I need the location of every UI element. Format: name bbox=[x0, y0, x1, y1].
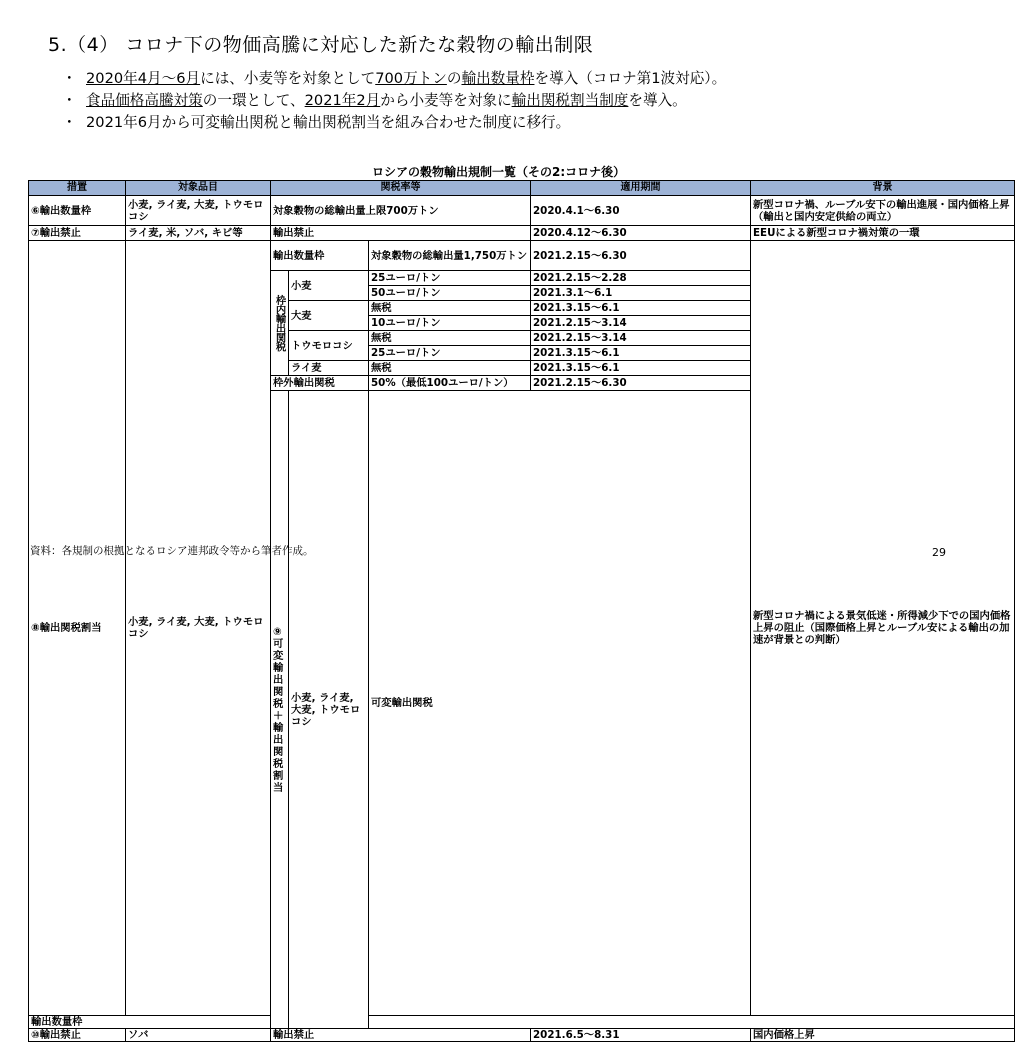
cell-tariff: 輸出禁止 bbox=[271, 226, 531, 241]
cell-rate: 無税 bbox=[369, 361, 531, 376]
bullet-item: ・ 2020年4月～6月には、小麦等を対象として700万トンの輸出数量枠を導入（コロナ第1波対応）。 bbox=[62, 70, 727, 87]
table-row bbox=[29, 1016, 1015, 1029]
cell-period: 2021.3.15～6.1 bbox=[531, 346, 751, 361]
bullet-text-part: 食品価格高騰対策 bbox=[86, 92, 203, 109]
bullet-text-part: には、小麦等を対象として bbox=[200, 70, 376, 87]
cell-items: 小麦, ライ麦, 大麦, トウモロコシ bbox=[289, 391, 369, 1029]
header-measure: 措置 bbox=[29, 181, 126, 196]
bullet-text-part: の一環として、 bbox=[202, 92, 305, 109]
cell-crop: 大麦 bbox=[289, 301, 369, 331]
cell-period: 2020.4.1～6.30 bbox=[531, 196, 751, 226]
bullet-text-part: 2021年2月 bbox=[304, 92, 381, 109]
cell-quota-value: 対象穀物の総輸出量1,750万トン bbox=[369, 241, 531, 271]
source-note: 資料：各規制の根拠となるロシア連邦政令等から筆者作成。 bbox=[30, 545, 314, 557]
cell-period: 2020.4.12～6.30 bbox=[531, 226, 751, 241]
cell-items: 小麦, ライ麦, 大麦, トウモロコシ bbox=[126, 241, 271, 1016]
cell-background: 国内価格上昇 bbox=[751, 1029, 1015, 1042]
page-number: 29 bbox=[932, 546, 946, 559]
cell-out-label: 枠外輸出関税 bbox=[271, 376, 369, 391]
header-background: 背景 bbox=[751, 181, 1015, 196]
cell-period: 2021.3.15～6.1 bbox=[531, 361, 751, 376]
cell-period: 2021.2.15～6.30 bbox=[531, 241, 751, 271]
cell-items: 小麦, ライ麦, 大麦, トウモロコシ bbox=[126, 196, 271, 226]
cell-tariff: 対象穀物の総輸出量上限700万トン bbox=[271, 196, 531, 226]
cell-period: 2021.2.15～3.14 bbox=[531, 331, 751, 346]
cell-rate: 無税 bbox=[369, 331, 531, 346]
bullet-text-part: 2020年4月～6月 bbox=[86, 70, 201, 87]
cell-out-value: 50%（最低100ユーロ/トン） bbox=[369, 376, 531, 391]
export-regulation-table bbox=[28, 180, 1015, 1042]
table-row bbox=[29, 241, 1015, 271]
bullet-text-part: 輸出数量枠 bbox=[461, 70, 535, 87]
bullet-text-part: 700万トン bbox=[375, 70, 447, 87]
table-row bbox=[29, 226, 1015, 241]
bullet-text-part: を導入。 bbox=[628, 92, 687, 109]
header-period: 適用期間 bbox=[531, 181, 751, 196]
bullet-list bbox=[62, 68, 726, 134]
page-title: 5.（4） コロナ下の物価高騰に対応した新たな穀物の輸出制限 bbox=[48, 34, 594, 56]
cell-measure: ⑥輸出数量枠 bbox=[29, 196, 126, 226]
cell-quota-label: 輸出数量枠 bbox=[271, 241, 369, 271]
table-header-row bbox=[29, 181, 1015, 196]
cell-rate: 10ユーロ/トン bbox=[369, 316, 531, 331]
cell-background: 新型コロナ禍、ルーブル安下の輸出進展・国内価格上昇（輸出と国内安定供給の両立） bbox=[751, 196, 1015, 226]
cell-items: ソバ bbox=[126, 1029, 271, 1042]
cell-period: 2021.3.1～6.1 bbox=[531, 286, 751, 301]
bullet-text bbox=[86, 114, 570, 131]
bullet-item: ・ 2021年6月から可変輸出関税と輸出関税割当を組み合わせた制度に移行。 bbox=[62, 114, 571, 131]
bullet-text bbox=[86, 92, 687, 109]
cell-period: 2021.2.15～6.30 bbox=[531, 376, 751, 391]
cell-measure: ⑩輸出禁止 bbox=[29, 1029, 126, 1042]
table-row bbox=[29, 1029, 1015, 1042]
cell-rate: 無税 bbox=[369, 301, 531, 316]
cell-quota-label: 輸出数量枠 bbox=[29, 1016, 289, 1029]
bullet-text-part: から小麦等を対象に bbox=[380, 92, 512, 109]
cell-rate: 25ユーロ/トン bbox=[369, 346, 531, 361]
header-tariff: 関税率等 bbox=[271, 181, 531, 196]
cell-items: ライ麦, 米, ソバ, キビ等 bbox=[126, 226, 271, 241]
cell-variable-label: 可変輸出関税 bbox=[369, 391, 751, 1016]
cell-crop: ライ麦 bbox=[289, 361, 369, 376]
cell-tariff: 輸出禁止 bbox=[271, 1029, 531, 1042]
cell-measure: ⑦輸出禁止 bbox=[29, 226, 126, 241]
cell-measure: ⑨可変輸出関税＋輸出関税割当 bbox=[271, 391, 289, 1029]
cell-period: 2021.3.15～6.1 bbox=[531, 301, 751, 316]
bullet-text-part: 輸出関税割当制度 bbox=[511, 92, 629, 109]
header-items: 対象品目 bbox=[126, 181, 271, 196]
cell-period: 2021.2.15～3.14 bbox=[531, 316, 751, 331]
bullet-item: ・ 食品価格高騰対策の一環として、2021年2月から小麦等を対象に輸出関税割当制度を導入。 bbox=[62, 92, 687, 109]
bullet-text-part: を導入（コロナ第1波対応）。 bbox=[534, 70, 727, 87]
cell-measure: ⑧輸出関税割当 bbox=[29, 241, 126, 1016]
cell-period: 2021.2.15～2.28 bbox=[531, 271, 751, 286]
cell-rate: 25ユーロ/トン bbox=[369, 271, 531, 286]
table-caption: ロシアの穀物輸出規制一覧（その2:コロナ後） bbox=[372, 165, 626, 179]
table-row bbox=[29, 196, 1015, 226]
cell-in-quota-label: 枠内輸出関税 bbox=[271, 271, 289, 376]
bullet-text bbox=[86, 70, 726, 87]
cell-crop: 小麦 bbox=[289, 271, 369, 301]
cell-period: 2021.6.5～8.31 bbox=[531, 1029, 751, 1042]
cell-background: EEUによる新型コロナ禍対策の一環 bbox=[751, 226, 1015, 241]
cell-rate: 50ユーロ/トン bbox=[369, 286, 531, 301]
bullet-text-part: 2021年6月から可変輸出関税と輸出関税割当を組み合わせた制度に移行。 bbox=[86, 114, 571, 131]
cell-crop: トウモロコシ bbox=[289, 331, 369, 361]
cell-background: 新型コロナ禍による景気低迷・所得減少下での国内価格上昇の阻止（国際価格上昇とルーブル安による輸出の加速が背景との判断） bbox=[751, 241, 1015, 1016]
bullet-text-part: の bbox=[446, 70, 462, 87]
